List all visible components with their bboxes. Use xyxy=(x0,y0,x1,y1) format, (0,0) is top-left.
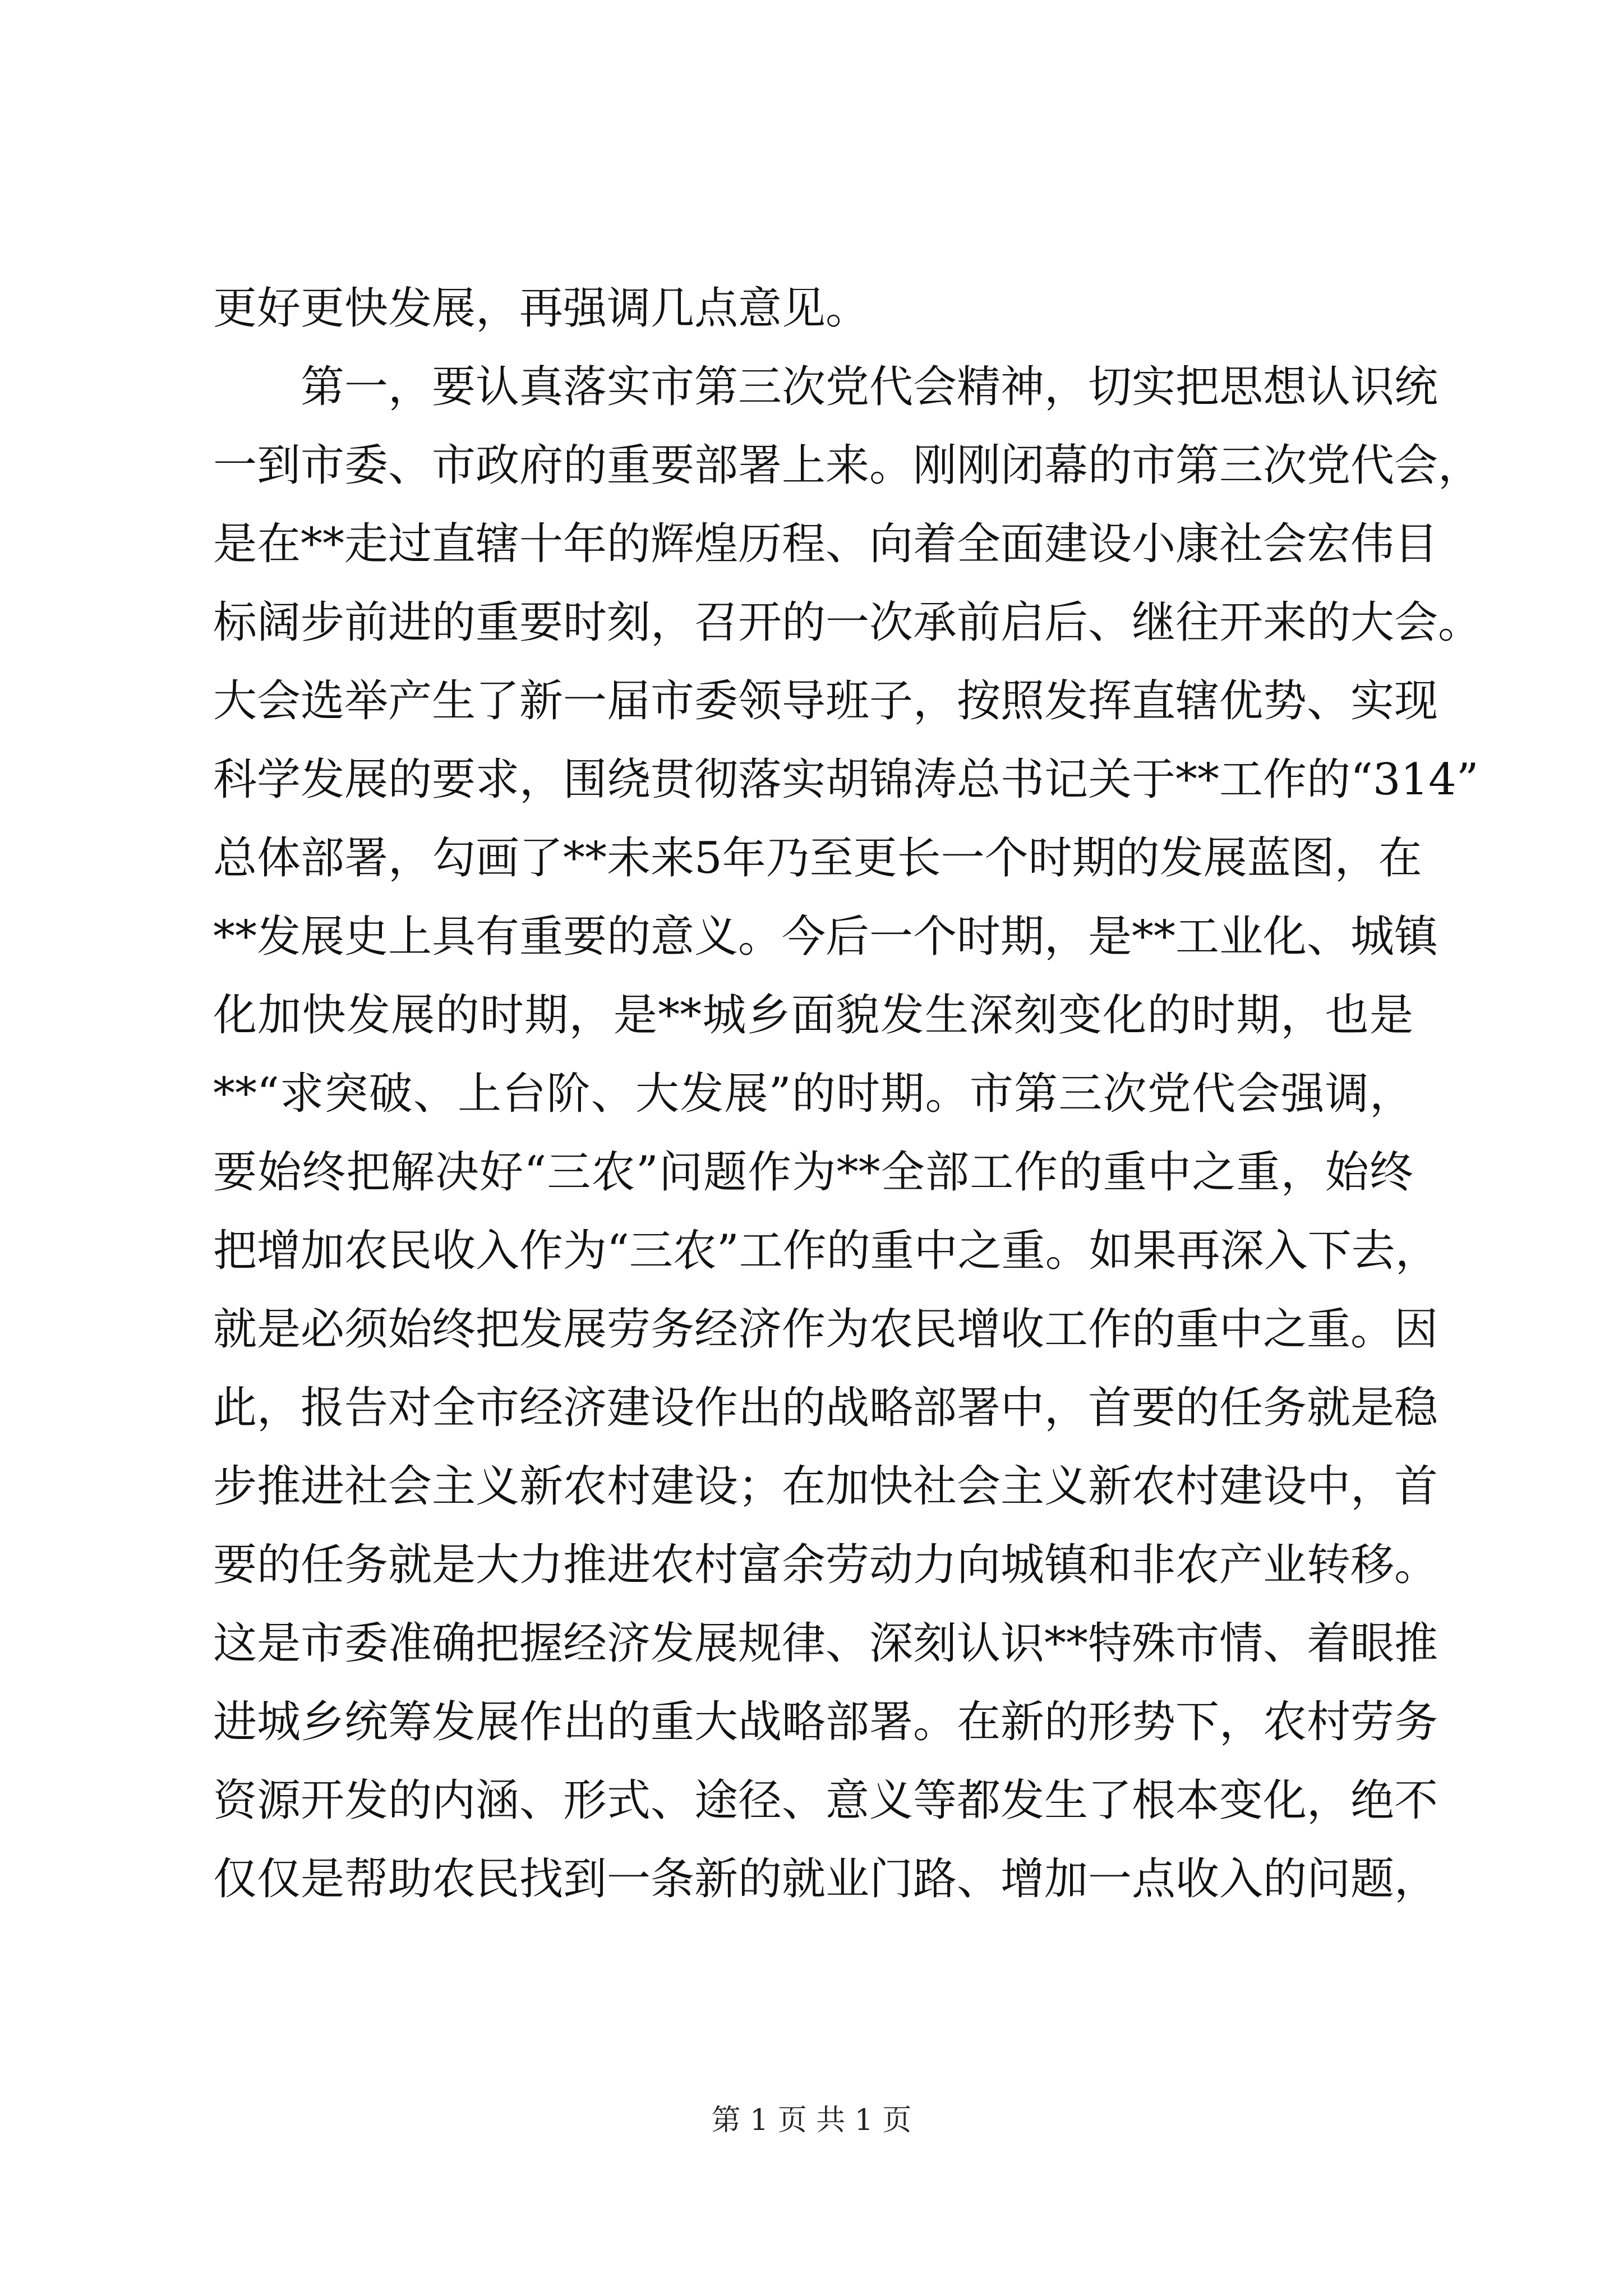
text-line: 此，报告对全市经济建设作出的战略部署中，首要的任务就是稳 xyxy=(213,1383,1438,1433)
text-line: 科学发展的要求，围绕贯彻落实胡锦涛总书记关于**工作的“314” xyxy=(213,754,1479,805)
page-number-label: 第 1 页 共 1 页 xyxy=(711,2104,912,2137)
text-line: 第一，要认真落实市第三次党代会精神，切实把思想认识统 xyxy=(213,362,1438,412)
text-line: 这是市委准确把握经济发展规律、深刻认识**特殊市情、着眼推 xyxy=(213,1618,1438,1669)
text-line: 化加快发展的时期，是**城乡面貌发生深刻变化的时期，也是 xyxy=(213,990,1413,1041)
text-line: 总体部署，勾画了**未来5年乃至更长一个时期的发展蓝图，在 xyxy=(213,833,1422,884)
text-line: 要的任务就是大力推进农村富余劳动力向城镇和非农产业转移。 xyxy=(213,1540,1438,1590)
text-line: 就是必须始终把发展劳务经济作为农民增收工作的重中之重。因 xyxy=(213,1304,1438,1355)
text-line: 一到市委、市政府的重要部署上来。刚刚闭幕的市第三次党代会， xyxy=(213,440,1482,491)
text-line: 大会选举产生了新一届市委领导班子，按照发挥直辖优势、实现 xyxy=(213,676,1438,726)
text-line: 要始终把解决好“三农”问题作为**全部工作的重中之重，始终 xyxy=(213,1147,1413,1198)
text-line: 把增加农民收入作为“三农”工作的重中之重。如果再深入下去， xyxy=(213,1226,1439,1276)
text-line: 进城乡统筹发展作出的重大战略部署。在新的形势下，农村劳务 xyxy=(213,1697,1438,1747)
text-line: 资源开发的内涵、形式、途径、意义等都发生了根本变化，绝不 xyxy=(213,1775,1438,1826)
body-text xyxy=(213,269,1482,1918)
text-line: 标阔步前进的重要时刻，召开的一次承前启后、继往开来的大会。 xyxy=(213,597,1482,648)
text-line: **发展史上具有重要的意义。今后一个时期，是**工业化、城镇 xyxy=(213,912,1438,962)
text-line: 步推进社会主义新农村建设；在加快社会主义新农村建设中，首 xyxy=(213,1461,1438,1512)
text-line: 更好更快发展，再强调几点意见。 xyxy=(213,283,870,334)
text-line: **“求突破、上台阶、大发展”的时期。市第三次党代会强调， xyxy=(213,1069,1413,1119)
text-line: 是在**走过直辖十年的辉煌历程、向着全面建设小康社会宏伟目 xyxy=(213,519,1438,569)
page-footer xyxy=(0,2101,1623,2140)
text-line: 仅仅是帮助农民找到一条新的就业门路、增加一点收入的问题， xyxy=(213,1854,1438,1904)
